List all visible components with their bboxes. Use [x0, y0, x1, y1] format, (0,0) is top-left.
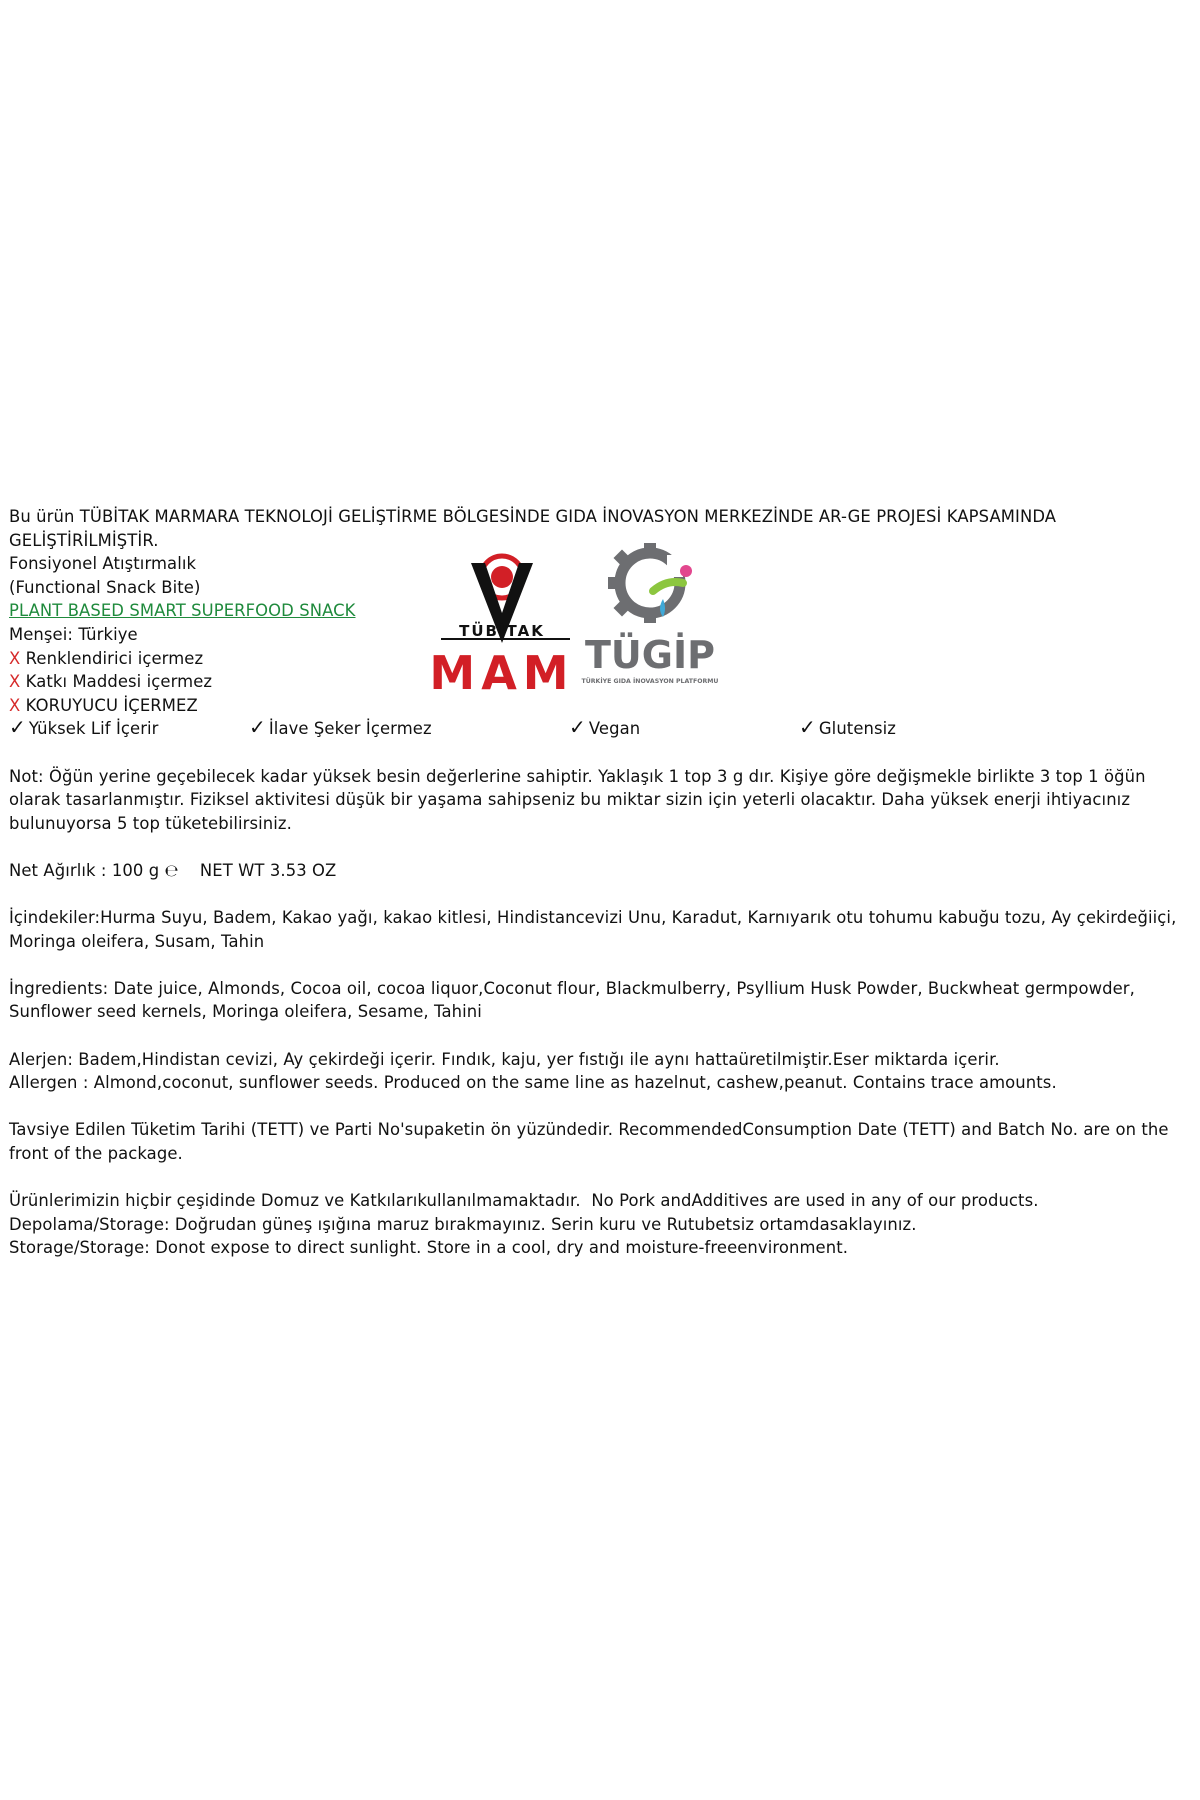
- check-icon: ✓: [799, 715, 816, 740]
- tagline: PLANT BASED SMART SUPERFOOD SNACK: [9, 601, 356, 621]
- net-weight: Net Ağırlık : 100 g ℮ NET WT 3.53 OZ: [9, 860, 337, 880]
- feature-item: [9, 717, 159, 741]
- tubitak-mam-logo: [429, 556, 574, 700]
- tett-note: Tavsiye Edilen Tüketim Tarihi (TETT) ve Parti No'supaketin ön yüzündedir. RecommendedConsumption Date (TETT) and Batch No. are on the front of the package.: [9, 1120, 1174, 1164]
- feature-list: [9, 717, 1195, 741]
- feature-item: [249, 717, 432, 741]
- x-mark: X: [9, 695, 21, 715]
- feature-label: Yüksek Lif İçerir: [28, 719, 159, 739]
- no-item-label: KORUYUCU İÇERMEZ: [20, 695, 198, 715]
- gear-icon: [608, 543, 692, 623]
- tubitak-label: TÜBİTAK: [459, 622, 545, 640]
- no-item-label: Katkı Maddesi içermez: [20, 672, 213, 692]
- product-type-en: (Functional Snack Bite): [9, 577, 201, 597]
- allergen-en: Allergen : Almond,coconut, sunflower seeds. Produced on the same line as hazelnut, cashew,peanut. Contains trace amounts.: [9, 1073, 1057, 1093]
- x-mark: X: [9, 648, 21, 668]
- no-item-label: Renklendirici içermez: [20, 648, 204, 668]
- partner-logos: [405, 535, 770, 715]
- ingredients-tr: İçindekiler:Hurma Suyu, Badem, Kakao yağı, kakao kitlesi, Hindistancevizi Unu, Karadut, Karnıyarık otu tohumu kabuğu tozu, Ay çekirdeğiiçi, Moringa oleifera, Susam, Tahin: [9, 908, 1182, 951]
- tugip-label: TÜGİP: [585, 633, 715, 677]
- storage-en: Storage/Storage: Donot expose to direct sunlight. Store in a cool, dry and moisture-freeenvironment.: [9, 1238, 849, 1258]
- allergen-tr: Alerjen: Badem,Hindistan cevizi, Ay çekirdeği içerir. Fındık, kaju, yer fıstığı ile aynı hattaüretilmiştir.Eser miktarda içerir.: [9, 1049, 1000, 1069]
- feature-label: Vegan: [588, 719, 641, 739]
- tugip-subtitle: TÜRKİYE GIDA İNOVASYON PLATFORMU: [581, 678, 719, 685]
- feature-label: Glutensiz: [818, 719, 896, 739]
- product-type-tr: Fonsiyonel Atıştırmalık: [9, 554, 197, 574]
- tugip-logo: [582, 543, 719, 685]
- check-icon: ✓: [9, 715, 26, 740]
- note: Not: Öğün yerine geçebilecek kadar yüksek besin değerlerine sahiptir. Yaklaşık 1 top 3 g dır. Kişiye göre değişmekle birlikte 3 top 1 öğün olarak tasarlanmıştır. Fiziksel aktivitesi düşük bir yaşama sahipseniz bu miktar sizin için yeterli olacaktır. Daha yüksek enerji ihtiyacınız bulunuyorsa 5 top tüketebilirsiniz.: [9, 766, 1151, 833]
- feature-item: [799, 717, 896, 741]
- storage-tr: Depolama/Storage: Doğrudan güneş ışığına maruz bırakmayınız. Serin kuru ve Rutubetsiz ortamdasaklayınız.: [9, 1214, 917, 1234]
- feature-item: [569, 717, 640, 741]
- check-icon: ✓: [569, 715, 586, 740]
- intro-line: Bu ürün TÜBİTAK MARMARA TEKNOLOJİ GELİŞTİRME BÖLGESİNDE GIDA İNOVASYON MERKEZİNDE AR-GE PROJESİ KAPSAMINDA: [9, 507, 1057, 526]
- ingredients-en: İngredients: Date juice, Almonds, Cocoa oil, cocoa liquor,Coconut flour, Blackmulberry, Psyllium Husk Powder, Buckwheat germpowder, Sunflower seed kernels, Moringa oleifera, Sesame, Tahini: [9, 978, 1141, 1022]
- check-icon: ✓: [249, 715, 266, 740]
- x-mark: X: [9, 672, 21, 692]
- pork-note: Ürünlerimizin hiçbir çeşidinde Domuz ve Katkılarıkullanılmamaktadır. No Pork andAdditives are used in any of our products.: [9, 1191, 1039, 1211]
- feature-label: İlave Şeker İçermez: [268, 719, 432, 739]
- mam-label: MAM: [429, 646, 575, 700]
- origin: Menşei: Türkiye: [9, 624, 138, 644]
- intro-line: GELİŞTİRİLMİŞTİR.: [9, 530, 159, 550]
